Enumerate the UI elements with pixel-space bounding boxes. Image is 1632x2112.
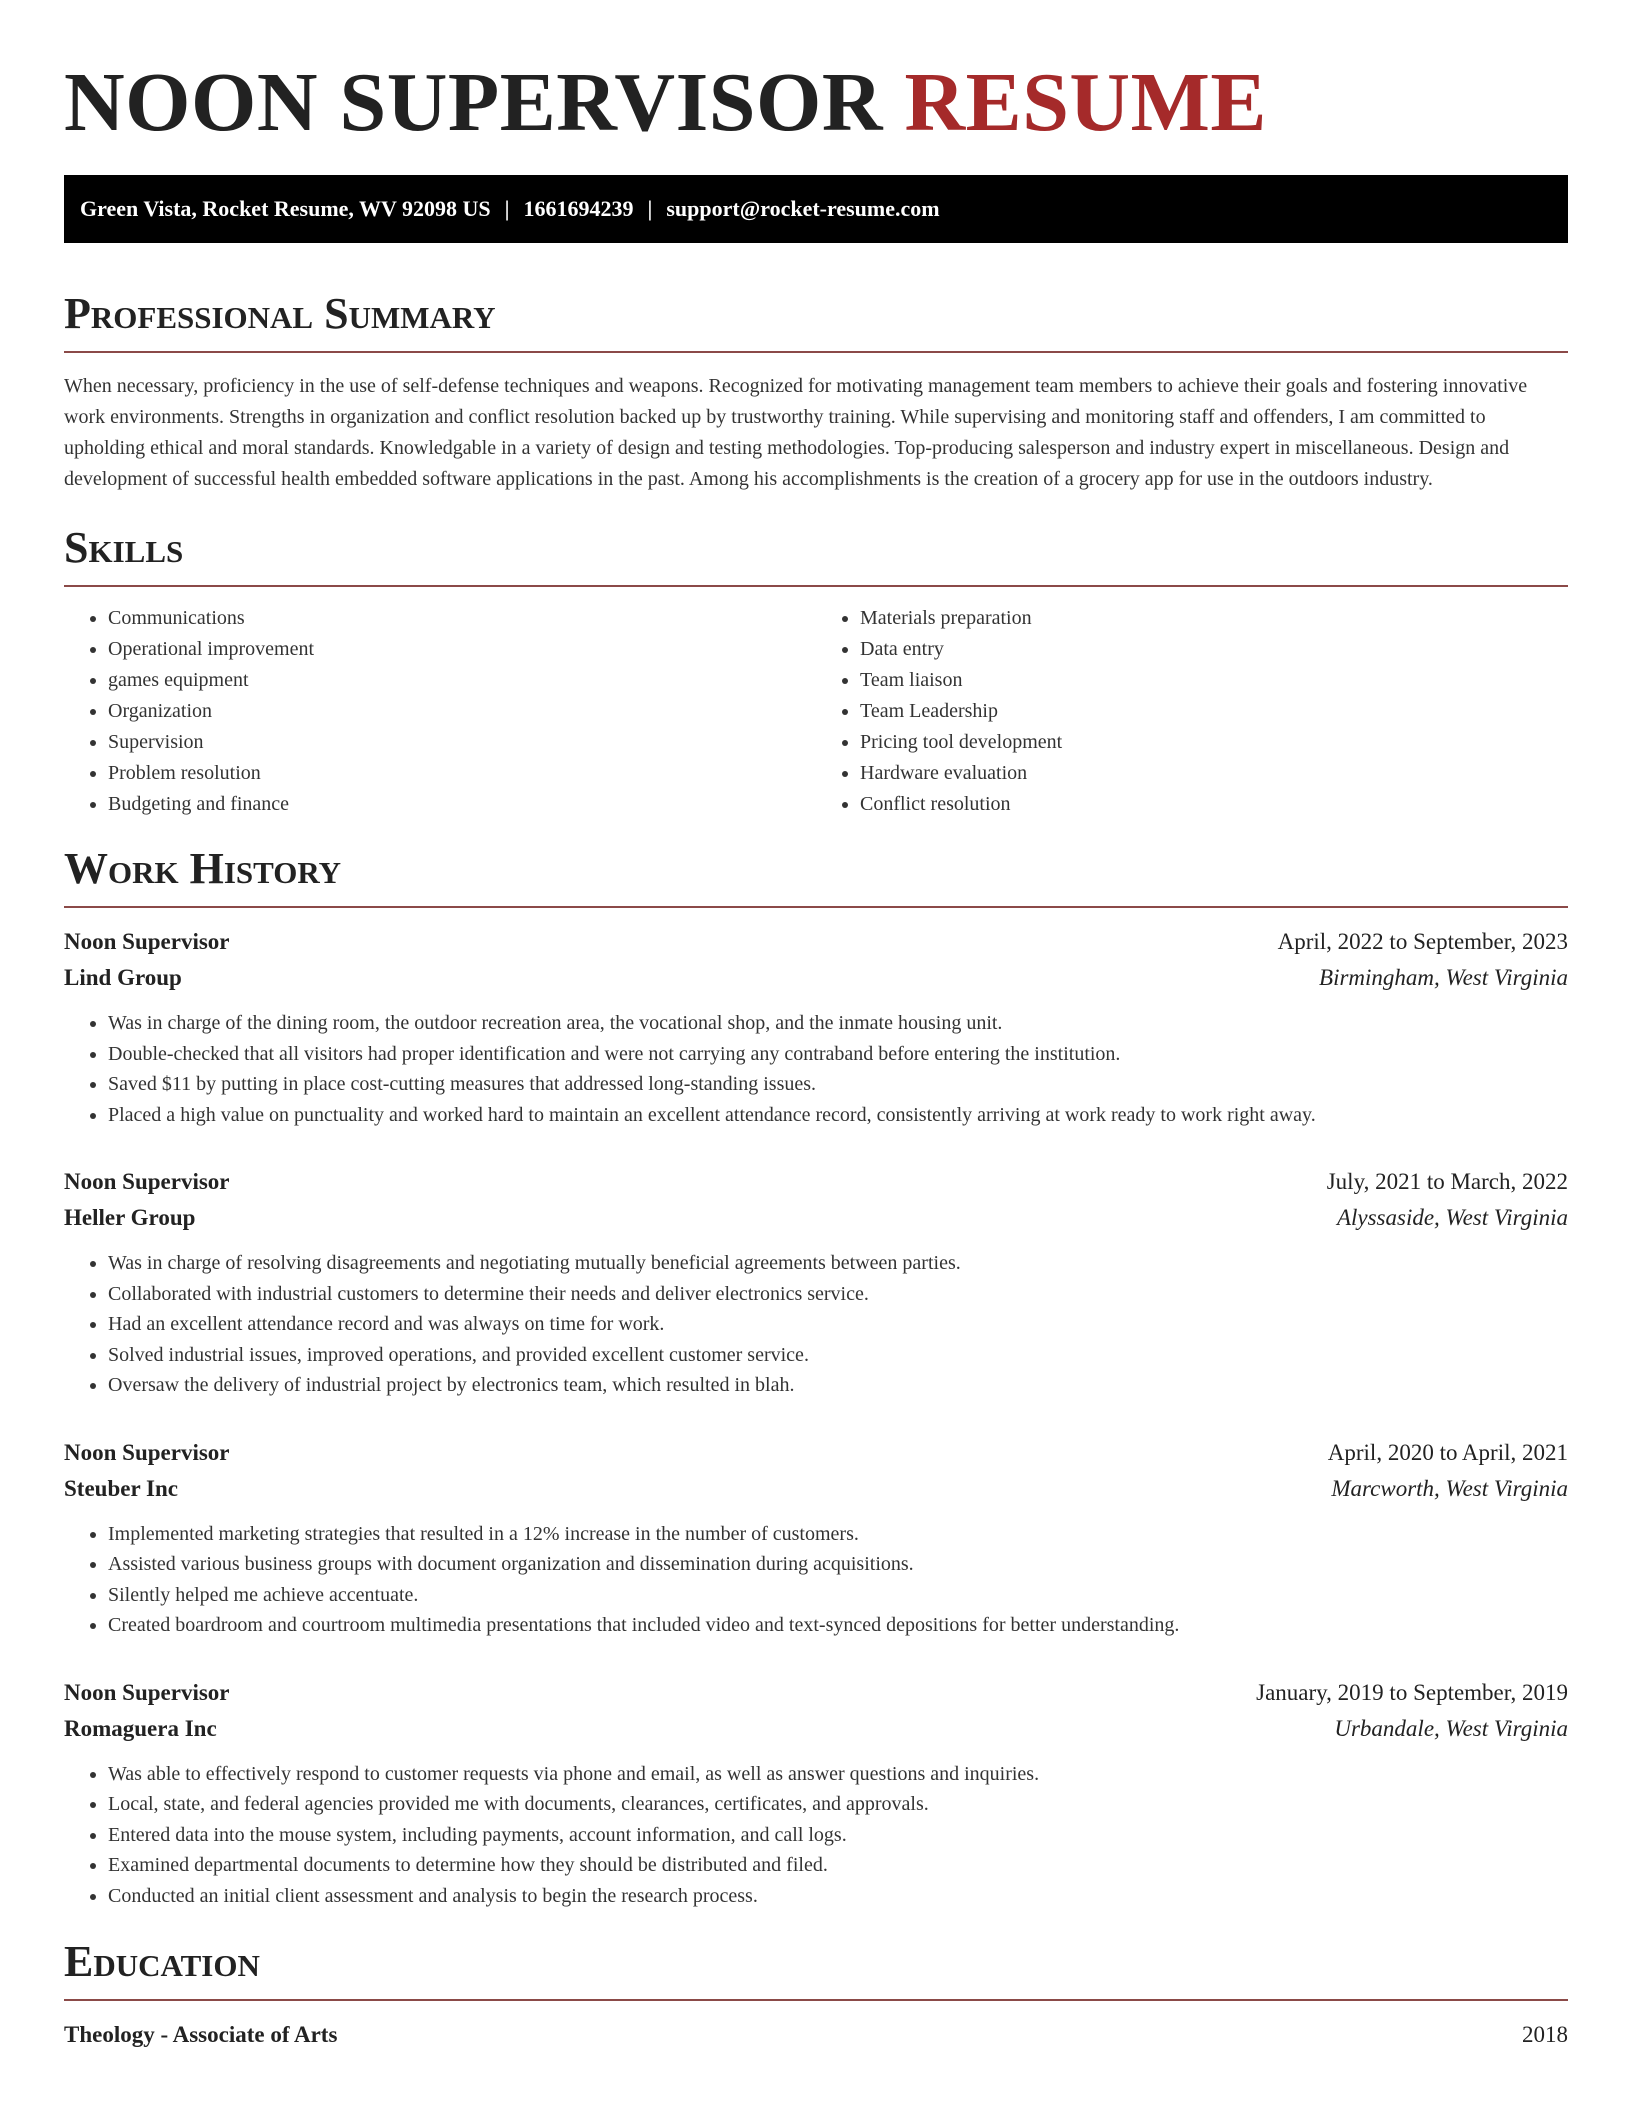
- skill-item: • Hardware evaluation: [860, 758, 1568, 789]
- job-header-row: [64, 1675, 1568, 1711]
- job-bullet: • Had an excellent attendance record and was always on time for work.: [108, 1309, 1568, 1340]
- skills-columns: [64, 603, 1568, 820]
- job-bullet: • Placed a high value on punctuality and worked hard to maintain an excellent attendance record, consistently arriving at work ready to work right away.: [108, 1100, 1568, 1131]
- section-heading-education: Education: [64, 1937, 260, 1986]
- job-bullet: • Silently helped me achieve accentuate.: [108, 1580, 1568, 1611]
- work-section: [64, 844, 1568, 1911]
- education-degree: Theology - Associate of Arts: [64, 2022, 338, 2047]
- skill-item: • Supervision: [108, 727, 816, 758]
- job-bullet: • Assisted various business groups with document organization and dissemination during acquisitions.: [108, 1549, 1568, 1580]
- job-location: Marcworth, West Virginia: [1331, 1475, 1568, 1501]
- section-heading-summary: Professional Summary: [64, 289, 496, 338]
- summary-text: When necessary, proficiency in the use of self-defense techniques and weapons. Recognized for motivating management team members to achieve their goals and fostering innovative work environments. Strengths in organization and conflict resolution backed up by trustworthy training. While supervising and monitoring staff and offenders, I am committed to upholding ethical and moral standards. Knowledgable in a variety of design and testing methodologies. Top-producing salesperson and industry expert in miscellaneous. Design and development of successful health embedded software applications in the past. Among his accomplishments is the creation of a grocery app for use in the outdoors industry.: [64, 375, 1528, 490]
- job-location: Birmingham, West Virginia: [1319, 965, 1568, 990]
- title-main: NOON SUPERVISOR: [64, 56, 883, 149]
- job-bullet: • Was in charge of the dining room, the outdoor recreation area, the vocational shop, and the inmate housing unit.: [108, 1008, 1568, 1039]
- section-divider: [64, 351, 1568, 353]
- job-company-row: [64, 1200, 1568, 1236]
- job-bullet: • Examined departmental documents to determine how they should be distributed and filed.: [108, 1850, 1568, 1881]
- job-header-row: [64, 924, 1568, 960]
- job-bullets: [64, 1008, 1568, 1130]
- education-year: 2018: [1522, 2022, 1568, 2047]
- job-header-row: [64, 1164, 1568, 1200]
- education-row: [64, 2017, 1568, 2053]
- section-heading-skills: Skills: [64, 523, 184, 572]
- job-bullet: • Double-checked that all visitors had proper identification and were not carrying any contraband before entering the institution.: [108, 1039, 1568, 1070]
- skill-item: • Team liaison: [860, 665, 1568, 696]
- skill-item: • Materials preparation: [860, 603, 1568, 634]
- job-entry: [64, 1164, 1568, 1401]
- skill-item: • Organization: [108, 696, 816, 727]
- job-bullets: [64, 1248, 1568, 1401]
- skill-item: • Operational improvement: [108, 634, 816, 665]
- skill-item: • Communications: [108, 603, 816, 634]
- skill-item: • Budgeting and finance: [108, 789, 816, 820]
- skill-item: • games equipment: [108, 665, 816, 696]
- job-title: Noon Supervisor: [64, 1679, 230, 1705]
- job-company: Lind Group: [64, 965, 182, 990]
- section-divider: [64, 585, 1568, 587]
- job-location: Alyssaside, West Virginia: [1336, 1205, 1568, 1230]
- section-divider: [64, 906, 1568, 908]
- skills-list-left: [64, 603, 816, 820]
- resume-title: [64, 0, 1568, 149]
- section-divider: [64, 1999, 1568, 2001]
- contact-separator: |: [504, 196, 510, 221]
- section-heading-work: Work History: [64, 844, 342, 893]
- job-company-row: [64, 960, 1568, 996]
- job-company: Steuber Inc: [64, 1475, 178, 1501]
- contact-email[interactable]: support@rocket-resume.com: [666, 196, 940, 221]
- contact-address: Green Vista, Rocket Resume, WV 92098 US: [80, 196, 491, 221]
- job-bullet: • Implemented marketing strategies that resulted in a 12% increase in the number of customers.: [108, 1519, 1568, 1550]
- skill-item: • Conflict resolution: [860, 789, 1568, 820]
- skill-item: • Data entry: [860, 634, 1568, 665]
- job-bullets: [64, 1759, 1568, 1912]
- job-entry: [64, 1435, 1568, 1641]
- job-dates: July, 2021 to March, 2022: [1326, 1169, 1568, 1194]
- job-bullet: • Collaborated with industrial customers to determine their needs and deliver electronics service.: [108, 1279, 1568, 1310]
- job-bullets: [64, 1519, 1568, 1641]
- contact-separator: |: [647, 196, 653, 221]
- job-company-row: [64, 1471, 1568, 1507]
- job-location: Urbandale, West Virginia: [1334, 1715, 1568, 1741]
- skills-section: [64, 523, 1568, 820]
- education-section: [64, 1937, 1568, 2053]
- title-accent: RESUME: [904, 56, 1267, 149]
- skill-item: • Team Leadership: [860, 696, 1568, 727]
- job-bullet: • Oversaw the delivery of industrial project by electronics team, which resulted in blah.: [108, 1370, 1568, 1401]
- job-dates: April, 2022 to September, 2023: [1277, 929, 1568, 954]
- job-bullet: • Local, state, and federal agencies provided me with documents, clearances, certificates, and approvals.: [108, 1789, 1568, 1820]
- job-dates: April, 2020 to April, 2021: [1327, 1439, 1568, 1465]
- job-bullet: • Was able to effectively respond to customer requests via phone and email, as well as answer questions and inquiries.: [108, 1759, 1568, 1790]
- job-bullet: • Saved $11 by putting in place cost-cutting measures that addressed long-standing issues.: [108, 1069, 1568, 1100]
- job-header-row: [64, 1435, 1568, 1471]
- contact-phone[interactable]: 1661694239: [523, 196, 634, 221]
- job-title: Noon Supervisor: [64, 929, 230, 954]
- job-company-row: [64, 1711, 1568, 1747]
- job-bullet: • Solved industrial issues, improved operations, and provided excellent customer service.: [108, 1340, 1568, 1371]
- job-company: Heller Group: [64, 1205, 196, 1230]
- contact-bar: [64, 175, 1568, 243]
- skills-list-right: [816, 603, 1568, 820]
- job-company: Romaguera Inc: [64, 1715, 217, 1741]
- job-title: Noon Supervisor: [64, 1169, 230, 1194]
- summary-section: [64, 289, 1568, 495]
- job-bullet: • Created boardroom and courtroom multimedia presentations that included video and text-synced depositions for better understanding.: [108, 1610, 1568, 1641]
- job-bullet: • Conducted an initial client assessment and analysis to begin the research process.: [108, 1881, 1568, 1912]
- job-entry: [64, 1675, 1568, 1912]
- skill-item: • Problem resolution: [108, 758, 816, 789]
- job-bullet: • Was in charge of resolving disagreements and negotiating mutually beneficial agreements between parties.: [108, 1248, 1568, 1279]
- job-title: Noon Supervisor: [64, 1439, 230, 1465]
- job-entry: [64, 924, 1568, 1130]
- job-dates: January, 2019 to September, 2019: [1256, 1679, 1568, 1705]
- job-bullet: • Entered data into the mouse system, including payments, account information, and call logs.: [108, 1820, 1568, 1851]
- skill-item: • Pricing tool development: [860, 727, 1568, 758]
